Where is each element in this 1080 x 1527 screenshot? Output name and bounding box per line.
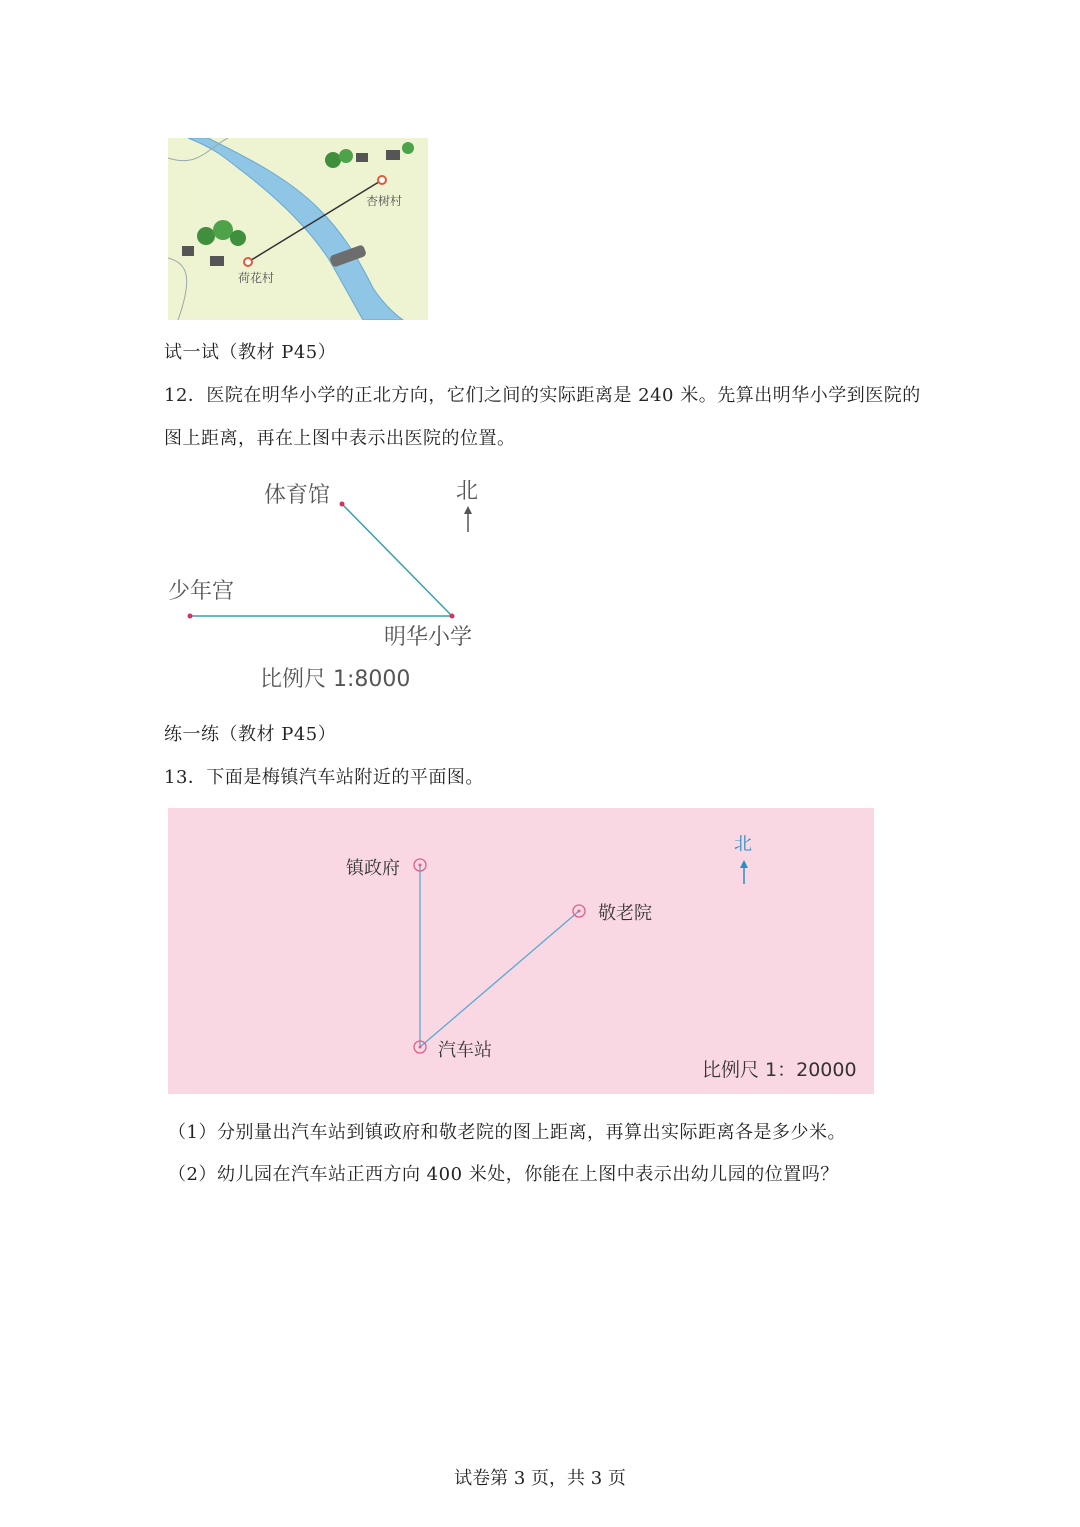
north-arrow-icon-13 — [740, 860, 748, 868]
nursing-home-marker — [573, 905, 585, 917]
question-13-part1: （1）分别量出汽车站到镇政府和敬老院的图上距离，再算出实际距离各是多少米。 — [168, 1122, 846, 1143]
gym-to-school-line — [342, 504, 452, 616]
school-label: 明华小学 — [384, 625, 473, 650]
gym-label: 体育馆 — [264, 483, 331, 508]
village-map-illustration — [168, 138, 428, 320]
bus-station-label: 汽车站 — [438, 1040, 492, 1061]
nursing-home-label: 敬老院 — [598, 903, 652, 924]
palace-point — [188, 614, 193, 619]
page-footer: 试卷第 3 页，共 3 页 — [454, 1468, 626, 1489]
town-plan-svg — [168, 808, 874, 1094]
government-label: 镇政府 — [346, 858, 400, 879]
village-b-label: 荷花村 — [238, 271, 275, 285]
scale-label-13: 比例尺 1：20000 — [702, 1059, 857, 1081]
question-12-line1: 12．医院在明华小学的正北方向，它们之间的实际距离是 240 米。先算出明华小学到医院的 — [164, 385, 921, 406]
practice-heading: 练一练（教材 P45） — [164, 724, 337, 745]
question-13-part2: （2）幼儿园在汽车站正西方向 400 米处，你能在上图中表示出幼儿园的位置吗？ — [168, 1164, 839, 1185]
station-to-nursing-home-line — [420, 911, 579, 1047]
village-map-svg — [168, 138, 428, 320]
town-plan-map — [168, 808, 874, 1094]
gym-point — [340, 502, 345, 507]
village-a-label: 杏树村 — [366, 194, 403, 208]
north-label-12: 北 — [456, 479, 479, 504]
question-12-line2: 图上距离，再在上图中表示出医院的位置。 — [164, 428, 516, 449]
north-label-13: 北 — [734, 834, 752, 855]
question-13: 13．下面是梅镇汽车站附近的平面图。 — [164, 767, 484, 788]
north-arrow-icon — [464, 506, 472, 514]
youth-palace-label: 少年宫 — [168, 579, 235, 604]
scale-label-12: 比例尺 1:8000 — [260, 667, 411, 692]
try-heading: 试一试（教材 P45） — [164, 342, 337, 363]
school-point — [450, 614, 455, 619]
